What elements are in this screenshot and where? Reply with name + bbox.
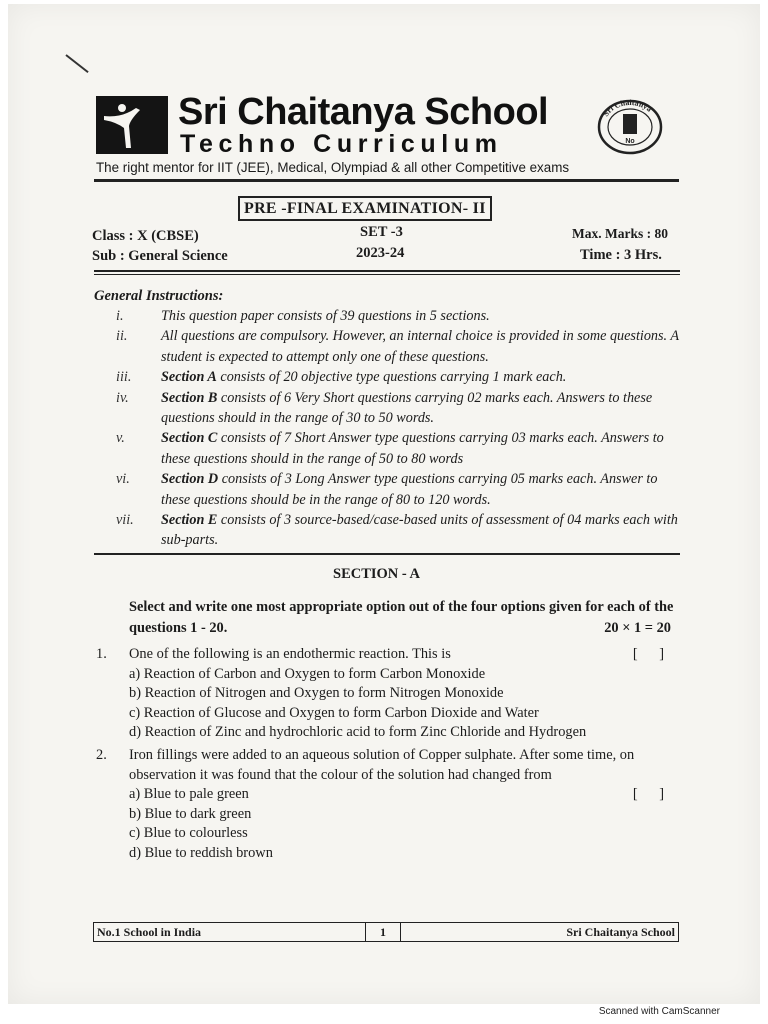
section-a-title: SECTION - A [333,566,421,582]
instruction-item [116,469,681,510]
time-label: Time : 3 Hrs. [580,247,662,263]
instructions-list [116,306,681,551]
instruction-text [161,428,681,469]
instruction-number: iv. [116,389,129,406]
instruction-text [161,388,681,429]
instruction-section-name: Section B [161,389,218,406]
instruction-item [116,428,681,469]
instruction-number: vii. [116,512,134,529]
instruction-number: ii. [116,328,128,345]
info-divider-top [94,270,680,272]
instruction-text [161,306,681,326]
section-a-instruction-text: Select and write one most appropriate option out of the four options given for each of the questions 1 - 20. [129,599,674,636]
instruction-body: This question paper consists of 39 questions in 5 sections. [161,308,490,324]
instruction-text [161,367,681,387]
page-footer [93,922,679,942]
answer-bracket: [ ] [632,786,664,803]
question-2 [96,746,680,864]
exam-title: PRE -FINAL EXAMINATION- II [238,196,492,221]
instructions-title: General Instructions: [94,288,224,304]
max-marks-label: Max. Marks : 80 [572,226,668,241]
instruction-section-name: Section C [161,430,218,447]
option-d: d) Blue to reddish brown [129,844,273,861]
instruction-text [161,510,681,551]
instruction-text [161,469,681,510]
option-d: d) Reaction of Zinc and hydrochloric acid to form Zinc Chloride and Hydrogen [129,724,587,741]
instruction-section-name: Section A [161,369,217,386]
option-a: a) Blue to pale green [129,786,249,803]
answer-bracket: [ ] [632,646,664,662]
section-a-marks: 20 × 1 = 20 [604,620,671,636]
class-label: Class : X (CBSE) [92,228,199,244]
instruction-item [116,306,681,326]
school-name: Sri Chaitanya School [178,91,549,133]
question-number: 1. [96,646,107,662]
school-logo-icon [96,96,168,154]
instruction-number: v. [116,430,125,447]
instruction-section-name: Section D [161,471,219,488]
instruction-item [116,388,681,429]
footer-left: No.1 School in India [94,923,366,941]
page-number: 1 [366,923,401,941]
instruction-body: All questions are compulsory. However, an internal choice is provided in some questions. A student is expected to attempt only one of these questions. [161,328,679,365]
instruction-body: consists of 20 objective type questions carrying 1 mark each. [216,369,567,386]
instruction-body: consists of 7 Short Answer type questions carrying 03 marks each. Answers to these questions should in the range of 50 to 80 words [161,430,664,467]
instructions-divider [94,553,680,555]
instruction-body: consists of 3 Long Answer type questions carrying 05 marks each. Answer to these questions should be in the range of 80 to 120 words. [161,471,658,508]
seal-number: No [625,138,635,145]
tagline: The right mentor for IIT (JEE), Medical, Olympiad & all other Competitive exams [96,160,570,175]
instruction-body: consists of 3 source-based/case-based units of assessment of 04 marks each with sub-parts. [161,512,678,549]
instruction-number: vi. [116,471,130,488]
scanner-watermark: Scanned with CamScanner [598,1006,720,1017]
question-1 [96,645,680,743]
info-divider-bottom [94,274,680,275]
section-a-instruction [129,597,677,639]
curriculum-name: Techno Curriculum [180,130,503,158]
option-c: c) Blue to colourless [129,825,248,842]
footer-right: Sri Chaitanya School [566,925,675,939]
instruction-text [161,326,681,367]
subject-label: Sub : General Science [92,248,228,264]
option-a: a) Reaction of Carbon and Oxygen to form Carbon Monoxide [129,665,486,682]
header-divider [94,179,679,182]
option-c: c) Reaction of Glucose and Oxygen to form Carbon Dioxide and Water [129,704,539,721]
pen-mark [65,54,88,73]
instruction-section-name: Section E [161,512,218,529]
set-label: SET -3 [360,224,403,240]
question-text: One of the following is an endothermic reaction. This is [129,646,451,662]
question-number: 2. [96,747,107,763]
option-b: b) Reaction of Nitrogen and Oxygen to form Nitrogen Monoxide [129,685,504,702]
school-seal-icon [596,98,664,156]
question-text: Iron fillings were added to an aqueous solution of Copper sulphate. After some time, on observation it was found that the colour of the solution had changed from [129,747,635,783]
instruction-number: iii. [116,369,132,386]
instruction-item [116,510,681,551]
option-b: b) Blue to dark green [129,805,252,822]
seal-text: Sri Chaitanya [601,98,654,119]
instruction-item [116,326,681,367]
instruction-item [116,367,681,387]
instruction-number: i. [116,308,124,324]
instruction-body: consists of 6 Very Short questions carrying 02 marks each. Answers to these questions should in the range of 30 to 50 words. [161,389,653,427]
year-label: 2023-24 [356,245,405,261]
